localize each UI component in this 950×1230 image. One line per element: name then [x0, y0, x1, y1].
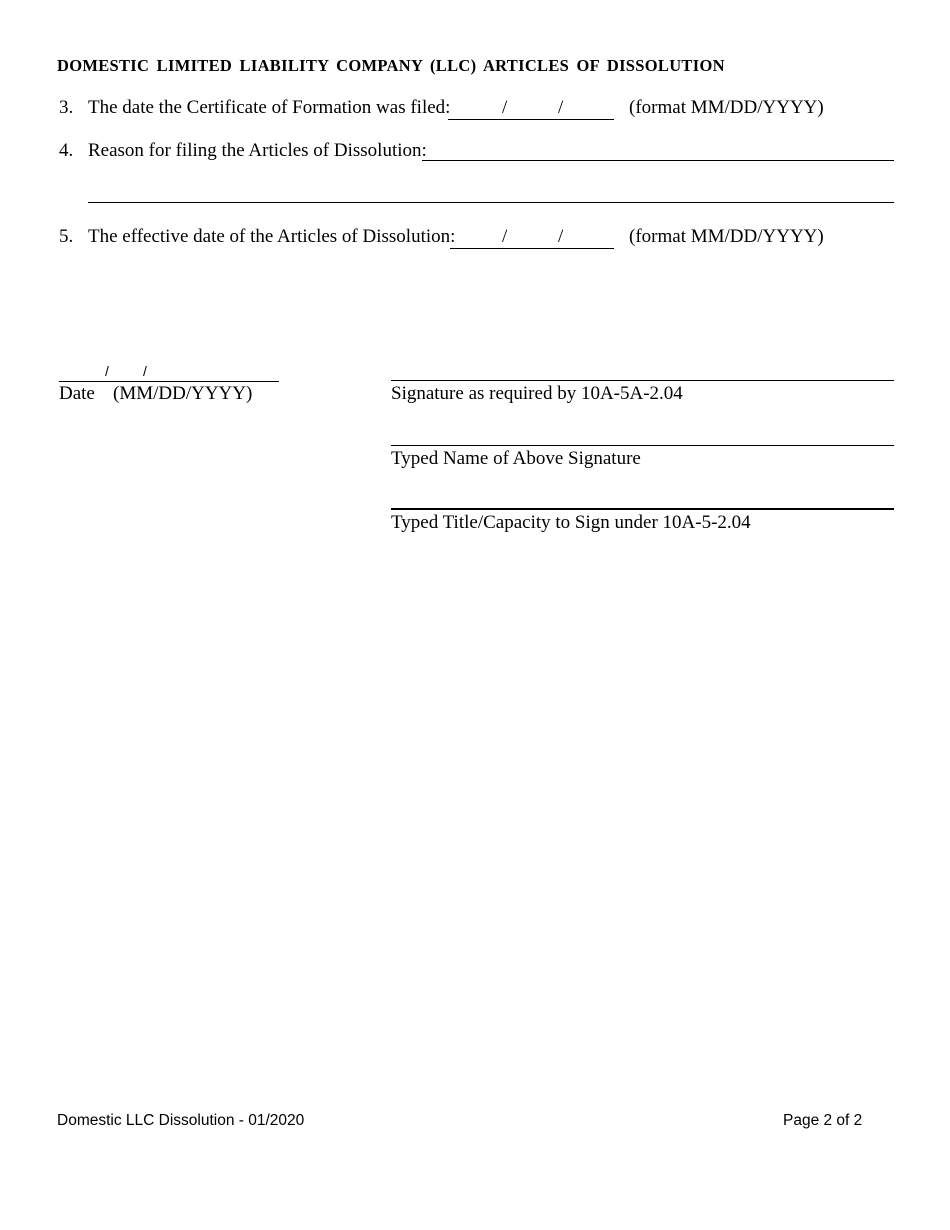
formation-date-field[interactable] — [448, 97, 614, 120]
item-5-format-note: (format MM/DD/YYYY) — [629, 226, 824, 247]
item-3-format-note: (format MM/DD/YYYY) — [629, 97, 824, 118]
typed-name-label: Typed Name of Above Signature — [391, 448, 641, 469]
date-separator: / — [502, 97, 508, 118]
date-format-label: (MM/DD/YYYY) — [113, 383, 253, 404]
effective-date-field[interactable] — [450, 226, 614, 249]
date-label: Date — [59, 383, 95, 404]
date-separator: / — [558, 226, 564, 247]
date-separator: / — [558, 97, 564, 118]
footer-form-id: Domestic LLC Dissolution - 01/2020 — [57, 1112, 305, 1129]
signing-date-field[interactable] — [59, 362, 279, 382]
reason-field-line-1[interactable] — [422, 160, 894, 161]
item-3-number: 3. — [59, 97, 74, 118]
signature-label: Signature as required by 10A-5A-2.04 — [391, 383, 683, 404]
typed-name-line[interactable] — [391, 445, 894, 446]
footer-page-number: Page 2 of 2 — [783, 1112, 863, 1129]
item-4-label: Reason for filing the Articles of Dissolution: — [88, 140, 427, 161]
item-5-label: The effective date of the Articles of Dissolution: — [88, 226, 456, 247]
date-separator: / — [105, 363, 109, 379]
signature-line[interactable] — [391, 380, 894, 381]
typed-title-label: Typed Title/Capacity to Sign under 10A-5-2.04 — [391, 512, 751, 533]
date-separator: / — [143, 363, 147, 379]
typed-title-line[interactable] — [391, 508, 894, 510]
document-title: DOMESTIC LIMITED LIABILITY COMPANY (LLC) ARTICLES OF DISSOLUTION — [57, 56, 725, 75]
item-4-number: 4. — [59, 140, 74, 161]
reason-field-line-2[interactable] — [88, 202, 894, 203]
item-5-number: 5. — [59, 226, 74, 247]
item-3-label: The date the Certificate of Formation was filed: — [88, 97, 451, 118]
date-separator: / — [502, 226, 508, 247]
